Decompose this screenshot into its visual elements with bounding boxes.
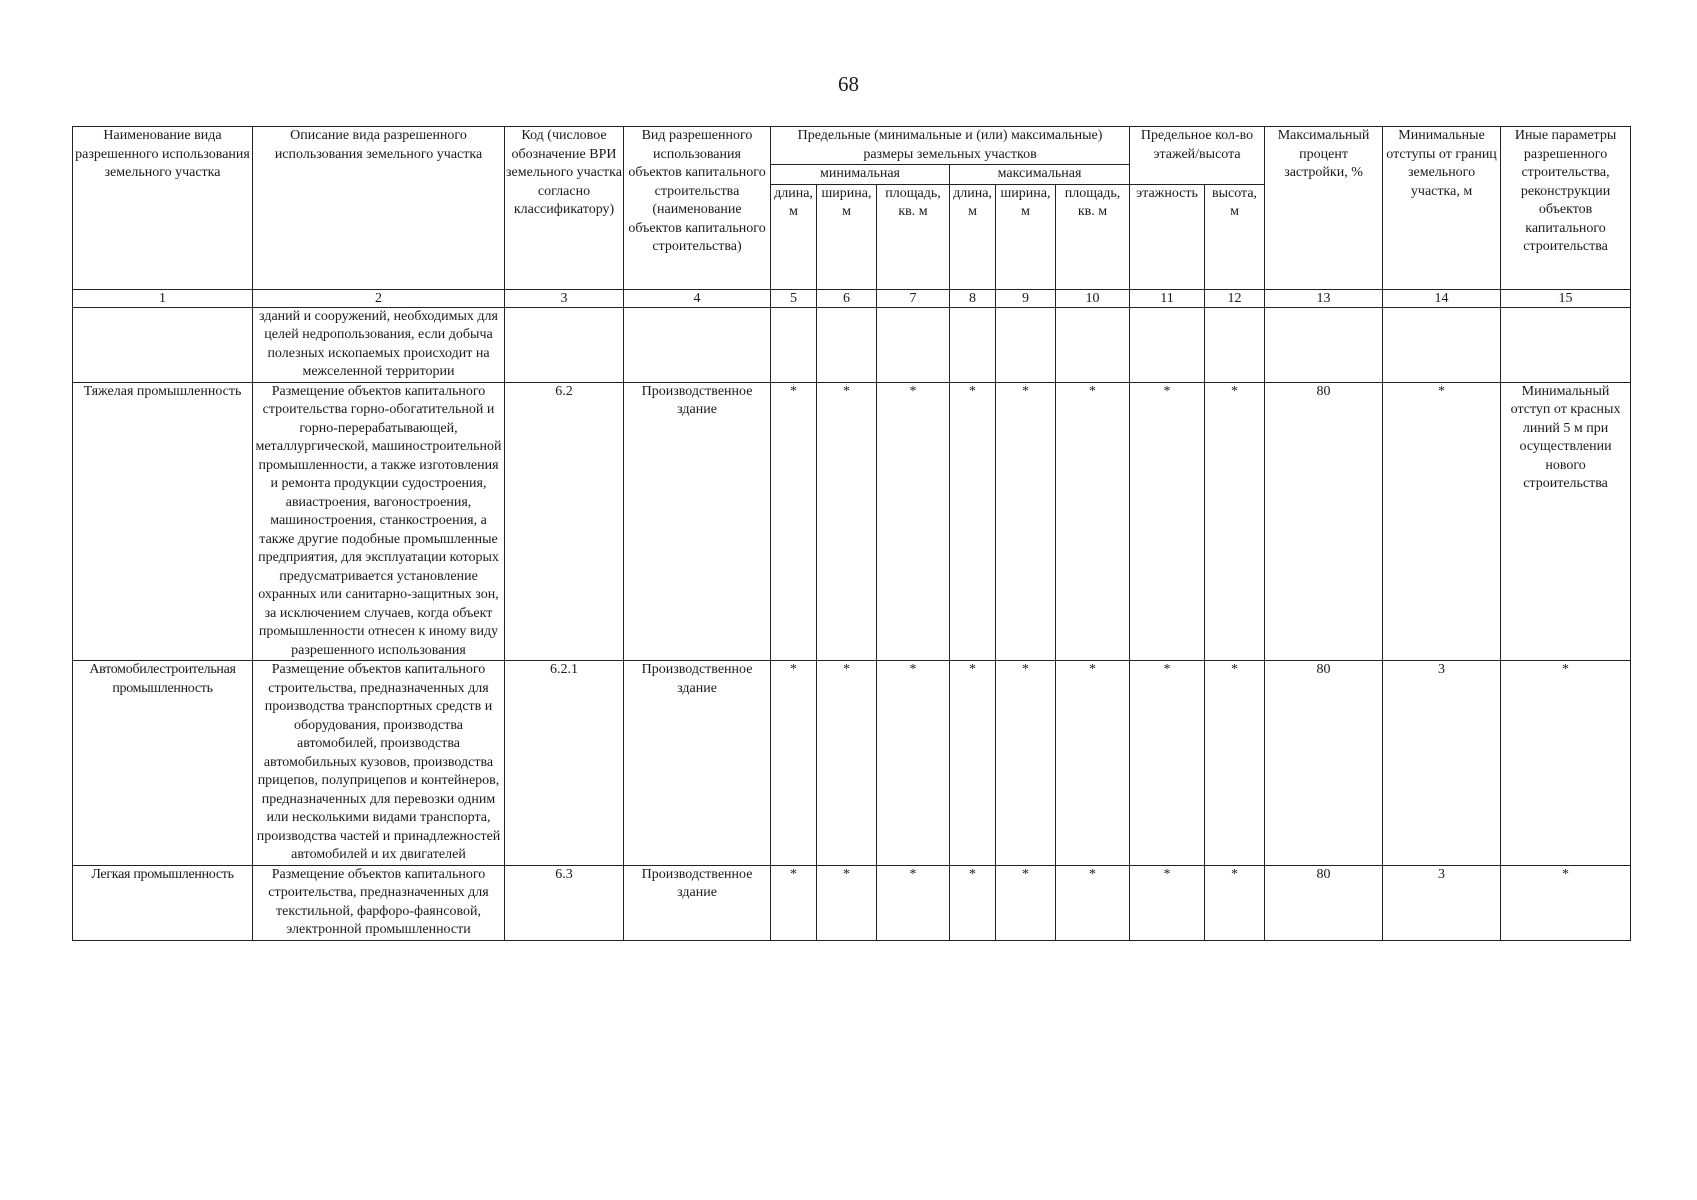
header-min-width: ширина, м bbox=[817, 184, 877, 289]
row-value: 3 bbox=[1383, 865, 1501, 940]
column-number: 12 bbox=[1205, 289, 1265, 307]
header-min-length: длина, м bbox=[771, 184, 817, 289]
header-max-percent: Максимальный процент застройки, % bbox=[1265, 127, 1383, 290]
table-row bbox=[73, 382, 1631, 661]
header-object-type: Вид разрешенного использования объектов капитального строительства (наименование объектов капитального строительства) bbox=[624, 127, 771, 290]
row-value: * bbox=[1205, 865, 1265, 940]
row-object-type bbox=[624, 307, 771, 382]
row-value: * bbox=[1056, 661, 1130, 866]
row-value: 80 bbox=[1265, 661, 1383, 866]
column-number: 15 bbox=[1501, 289, 1631, 307]
table-row bbox=[73, 865, 1631, 940]
land-use-table bbox=[72, 126, 1631, 941]
row-description: зданий и сооружений, необходимых для целей недропользования, если добыча полезных ископаемых происходит на межселенной территории bbox=[253, 307, 505, 382]
column-number: 1 bbox=[73, 289, 253, 307]
column-number: 4 bbox=[624, 289, 771, 307]
header-max-length: длина, м bbox=[950, 184, 996, 289]
row-value bbox=[1056, 307, 1130, 382]
row-value: 80 bbox=[1265, 865, 1383, 940]
row-value bbox=[817, 307, 877, 382]
row-name: Тяжелая промышленность bbox=[73, 382, 253, 661]
column-number: 3 bbox=[505, 289, 624, 307]
row-value bbox=[877, 307, 950, 382]
row-value: * bbox=[1205, 661, 1265, 866]
row-value: * bbox=[877, 865, 950, 940]
row-value: * bbox=[1205, 382, 1265, 661]
column-number: 11 bbox=[1130, 289, 1205, 307]
row-description: Размещение объектов капитального строительства горно-обогатительной и горно-перерабатывающей, металлургической, машиностроительной промышленности, а также изготовления и ремонта продукции судостроения, авиастроения, вагоностроения, машиностроения, станкостроения, а также другие подобные промышленные предприятия, для эксплуатации которых предусматривается установление охранных или санитарно-защитных зон, за исключением случаев, когда объект промышленности отнесен к иному виду разрешенного использования bbox=[253, 382, 505, 661]
row-value: * bbox=[1056, 865, 1130, 940]
row-code: 6.3 bbox=[505, 865, 624, 940]
row-description: Размещение объектов капитального строительства, предназначенных для текстильной, фарфоро-фаянсовой, электронной промышленности bbox=[253, 865, 505, 940]
row-value: * bbox=[817, 661, 877, 866]
row-value: * bbox=[1501, 661, 1631, 866]
header-name: Наименование вида разрешенного использования земельного участка bbox=[73, 127, 253, 290]
row-code bbox=[505, 307, 624, 382]
row-value: * bbox=[950, 661, 996, 866]
row-name bbox=[73, 307, 253, 382]
row-value: 80 bbox=[1265, 382, 1383, 661]
column-number: 6 bbox=[817, 289, 877, 307]
row-value: * bbox=[950, 865, 996, 940]
table-row bbox=[73, 661, 1631, 866]
header-max-width: ширина, м bbox=[996, 184, 1056, 289]
row-value bbox=[1383, 307, 1501, 382]
column-number: 14 bbox=[1383, 289, 1501, 307]
column-number-row bbox=[73, 289, 1631, 307]
column-number: 9 bbox=[996, 289, 1056, 307]
header-max-area: площадь, кв. м bbox=[1056, 184, 1130, 289]
header-description: Описание вида разрешенного использования земельного участка bbox=[253, 127, 505, 290]
row-value: 3 bbox=[1383, 661, 1501, 866]
row-value: * bbox=[996, 382, 1056, 661]
header-floors: этажность bbox=[1130, 184, 1205, 289]
header-min-setbacks: Минимальные отступы от границ земельного участка, м bbox=[1383, 127, 1501, 290]
row-value: * bbox=[1501, 865, 1631, 940]
row-value: * bbox=[771, 865, 817, 940]
row-object-type: Производственное здание bbox=[624, 382, 771, 661]
row-value: * bbox=[996, 661, 1056, 866]
header-height: высота, м bbox=[1205, 184, 1265, 289]
row-value: Минимальный отступ от красных линий 5 м при осуществлении нового строительства bbox=[1501, 382, 1631, 661]
row-value: * bbox=[1130, 661, 1205, 866]
column-number: 5 bbox=[771, 289, 817, 307]
row-code: 6.2 bbox=[505, 382, 624, 661]
row-value: * bbox=[877, 382, 950, 661]
header-limits: Предельные (минимальные и (или) максимальные) размеры земельных участков bbox=[771, 127, 1130, 165]
header-other-params: Иные параметры разрешенного строительства, реконструкции объектов капитального строительства bbox=[1501, 127, 1631, 290]
row-name: Автомобилестроительная промышленность bbox=[73, 661, 253, 866]
row-name: Легкая промышленность bbox=[73, 865, 253, 940]
column-number: 8 bbox=[950, 289, 996, 307]
row-object-type: Производственное здание bbox=[624, 661, 771, 866]
table-row bbox=[73, 307, 1631, 382]
column-number: 2 bbox=[253, 289, 505, 307]
header-row bbox=[73, 127, 1631, 165]
header-min-area: площадь, кв. м bbox=[877, 184, 950, 289]
column-number: 10 bbox=[1056, 289, 1130, 307]
row-value: * bbox=[771, 382, 817, 661]
header-min: минимальная bbox=[771, 165, 950, 185]
row-value: * bbox=[996, 865, 1056, 940]
header-max: максимальная bbox=[950, 165, 1130, 185]
row-value: * bbox=[1056, 382, 1130, 661]
page-number: 68 bbox=[838, 72, 859, 96]
row-value bbox=[771, 307, 817, 382]
row-description: Размещение объектов капитального строительства, предназначенных для производства транспортных средств и оборудования, производства автомобилей, производства автомобильных кузовов, производства прицепов, полуприцепов и контейнеров, предназначенных для перевозки одним или несколькими видами транспорта, производства частей и принадлежностей автомобилей и их двигателей bbox=[253, 661, 505, 866]
row-value: * bbox=[877, 661, 950, 866]
row-value: * bbox=[817, 865, 877, 940]
header-floors-height: Предельное кол-во этажей/высота bbox=[1130, 127, 1265, 185]
row-value bbox=[1205, 307, 1265, 382]
row-value: * bbox=[1383, 382, 1501, 661]
column-number: 13 bbox=[1265, 289, 1383, 307]
row-value: * bbox=[817, 382, 877, 661]
row-object-type: Производственное здание bbox=[624, 865, 771, 940]
row-code: 6.2.1 bbox=[505, 661, 624, 866]
row-value: * bbox=[771, 661, 817, 866]
row-value bbox=[1130, 307, 1205, 382]
row-value bbox=[1501, 307, 1631, 382]
column-number: 7 bbox=[877, 289, 950, 307]
row-value bbox=[1265, 307, 1383, 382]
header-code: Код (числовое обозначение ВРИ земельного участка согласно классификатору) bbox=[505, 127, 624, 290]
row-value bbox=[950, 307, 996, 382]
row-value: * bbox=[950, 382, 996, 661]
row-value bbox=[996, 307, 1056, 382]
row-value: * bbox=[1130, 865, 1205, 940]
row-value: * bbox=[1130, 382, 1205, 661]
